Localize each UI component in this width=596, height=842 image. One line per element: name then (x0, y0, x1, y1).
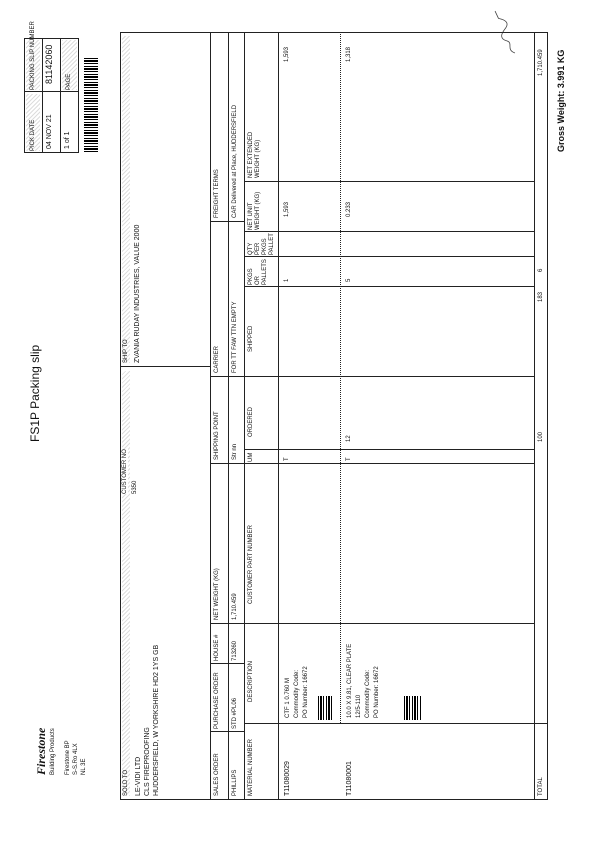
ship-to-address: ZVANIA RUDAY INDUSTRIES, VALUE 2000 (134, 224, 141, 363)
purchase-order-header: PURCHASE ORDER (214, 672, 220, 729)
gross-weight-value: 3.991 KG (556, 49, 566, 89)
company-logo: Firestone (34, 727, 48, 775)
total-pkgs: 6 (538, 268, 544, 272)
row1-ext-weight: 1,593 (284, 46, 290, 62)
col-ext-weight: NET EXTENDED WEIGHT (KG) (248, 131, 261, 178)
total-ext-weight: 1,710.459 (538, 49, 544, 76)
net-weight-header: NET WEIGHT (KG) (214, 568, 220, 620)
company-tagline: Building Products (50, 728, 56, 775)
row2-unit-weight: 0.233 (346, 201, 352, 217)
page-label: PAGE (62, 40, 77, 90)
net-weight-value: 1,710.459 (232, 593, 238, 620)
col-unit-weight: NET UNIT WEIGHT (KG) (248, 191, 261, 230)
page-title: FS1P Packing slip (28, 344, 42, 442)
row2-description: 10.0 X 9.81, CLEAR PLATE 12/5-110 Commodity Code: PO Number: 16672 (347, 643, 380, 718)
pick-date: 04 NOV 21 (46, 114, 53, 149)
col-shipped: SHIPPED (248, 325, 254, 352)
row2-material: T11080001 (346, 761, 353, 796)
row1-barcode (318, 696, 334, 720)
col-qty: QTY PER PKGS PALLET (248, 233, 275, 255)
total-label: TOTAL (538, 777, 544, 796)
total-shipped: 183 (538, 291, 544, 302)
house-value: 713260 (232, 640, 238, 661)
shipping-point-value: Str nn (232, 443, 238, 460)
purchase-order-value: STD #PL06 (232, 697, 238, 729)
col-description: DESCRIPTION (248, 660, 254, 702)
gross-weight (556, 50, 566, 152)
shipping-point-header: SHIPPING POINT (214, 411, 220, 460)
sold-to-address: LE-VIDI LTD CLS FIREPROOFING HUDDERSFIELD, W YORKSHIRE HD2 1YS GB (135, 644, 160, 796)
sold-to-label: SOLD TO (122, 371, 130, 796)
col-um: UM (248, 452, 254, 462)
packing-slip-barcode (84, 57, 98, 152)
house-header: HOUSE # (214, 634, 220, 661)
carrier-value: FOR TT FAW TTN EMPTY (232, 301, 238, 373)
row2-um: T (346, 457, 352, 461)
col-material: MATERIAL NUMBER (248, 738, 254, 796)
row1-description: CTF 1 0.760 M Commodity Code: PO Number: 16672 (285, 666, 309, 718)
row1-unit-weight: 1,593 (284, 201, 290, 217)
packing-slip-number: 81142060 (44, 44, 54, 84)
customer-no-label: CUSTOMER NO (122, 449, 128, 494)
main-form (120, 32, 548, 800)
pick-date-label: PICK DATE (26, 94, 40, 151)
gross-weight-label: Gross Weight: (556, 90, 566, 152)
packing-slip-number-label: PACKING SLIP NUMBER (26, 40, 40, 90)
col-pkgs: PKGS OR PALLETS (248, 259, 268, 285)
row1-um: T (284, 457, 290, 461)
freight-terms-value: CAR Delivered at Place, HUDDERSFIELD (232, 104, 238, 218)
col-ordered: ORDERED (248, 406, 254, 437)
row2-pkgs: 5 (346, 278, 352, 282)
col-customer-part: CUSTOMER PART NUMBER (248, 525, 254, 604)
total-ordered: 100 (538, 431, 544, 442)
row1-material: T11080029 (284, 761, 291, 796)
row2-barcode (404, 696, 422, 720)
row2-ext-weight: 1,318 (346, 46, 352, 62)
sales-order-sub: PHILLIPS (232, 769, 238, 796)
ship-to-label: SHIP TO (122, 36, 130, 363)
row2-ordered: 12 (346, 435, 352, 442)
row1-pkgs: 1 (284, 278, 290, 282)
freight-terms-header: FREIGHT TERMS (214, 169, 220, 218)
carrier-header: CARRIER (214, 345, 220, 373)
page-number: 1 of 1 (64, 131, 71, 149)
sales-order-header: SALES ORDER (214, 753, 220, 796)
company-address: Firestone BP S-S.Ro 4LX NL 3E (65, 740, 87, 775)
customer-no: 5350 (132, 480, 138, 494)
